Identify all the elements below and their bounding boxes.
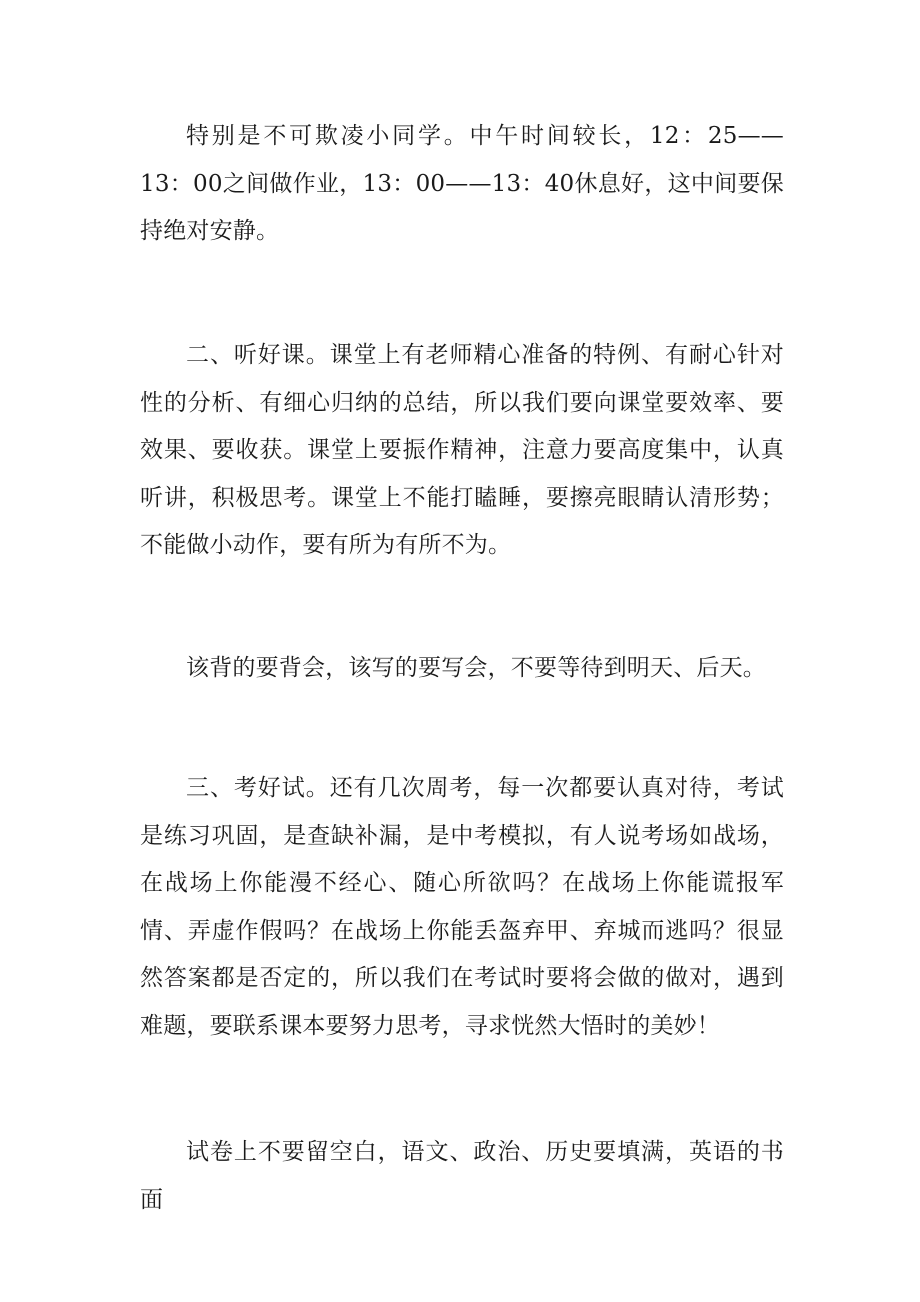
paragraph-no-blanks: 试卷上不要留空白，语文、政治、历史要填满，英语的书面 [140, 1139, 784, 1213]
paragraph-noon-schedule: 特别是不可欺凌小同学。中午时间较长，12：25——13：00之间做作业，13：00——13：40休息好，这中间要保持绝对安静。 [140, 123, 784, 244]
paragraph-exams: 三、考好试。还有几次周考，每一次都要认真对待，考试是练习巩固，是查缺补漏，是中考模拟，有人说考场如战场，在战场上你能漫不经心、随心所欲吗？在战场上你能谎报军情、弄虚作假吗？在战场上你能丢盔弃甲、弃城而逃吗？很显然答案都是否定的，所以我们在考试时要将会做的做对，遇到难题，要联系课本要努力思考，寻求恍然大悟时的美妙！ [140, 775, 784, 1039]
paragraph-memorize: 该背的要背会，该写的要写会，不要等待到明天、后天。 [186, 655, 766, 681]
paragraph-listen-class: 二、听好课。课堂上有老师精心准备的特例、有耐心针对性的分析、有细心归纳的总结，所以我们要向课堂要效率、要效果、要收获。课堂上要振作精神，注意力要高度集中，认真听讲，积极思考。课堂上不能打瞌睡，要擦亮眼睛认清形势；不能做小动作，要有所为有所不为。 [140, 342, 784, 558]
